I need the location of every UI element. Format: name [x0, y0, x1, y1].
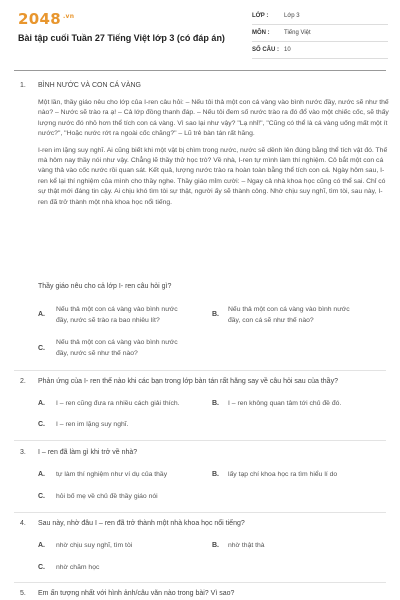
option-text[interactable]: nhờ chịu suy nghĩ, tìm tòi	[56, 542, 133, 549]
meta-row-count	[252, 44, 388, 59]
question-prompt: I – ren đã làm gì khi trở về nhà?	[38, 449, 138, 456]
question-divider	[14, 440, 386, 441]
passage-paragraph: Một lần, thầy giáo nêu cho lớp của I-ren câu hỏi: – Nếu tôi thả một con cá vàng vào bình nước đầy, nước sẽ như thế nào? – Nước sẽ trào ra ạ! – Cả lớp đồng thanh đáp. – Nếu tôi đem số nước trào ra đó đổ vào một chiếc cốc, sẽ thấy lượng nước đó nhỏ hơn thể tích con cá vàng. Vì sao lại như vậy? "Lạ nhỉ!", "Cũng có thể là cá vàng uống mất một ít nước?", "Hoặc nước rớt ra ngoài cốc chăng?" – Lũ trẻ bàn tán rất hăng.	[38, 99, 389, 138]
question-divider	[14, 512, 386, 513]
option-line: Nếu thả một con cá vàng vào bình nước	[228, 306, 350, 313]
option-text[interactable]: lấy tạp chí khoa học ra tìm hiểu lí do	[228, 471, 338, 478]
meta-value: 10	[284, 47, 291, 53]
question-prompt: Em ấn tượng nhất với hình ảnh/câu văn nào trong bài? Vì sao?	[38, 590, 235, 597]
meta-value: Tiếng Việt	[284, 30, 311, 36]
option-text[interactable]	[56, 305, 178, 326]
meta-value: Lớp 3	[284, 13, 300, 19]
option-letter[interactable]: C.	[38, 564, 45, 571]
option-text[interactable]: I – ren im lặng suy nghĩ.	[56, 421, 129, 428]
option-text[interactable]: hỏi bố mẹ về chủ đề thầy giáo nói	[56, 493, 158, 500]
option-line: Nếu thả một con cá vàng vào bình nước	[56, 339, 178, 346]
option-line: đầy, nước sẽ trào ra bao nhiêu lít?	[56, 316, 160, 324]
option-letter[interactable]: C.	[38, 345, 45, 352]
option-letter[interactable]: B.	[212, 471, 219, 478]
header-divider	[14, 70, 386, 71]
reading-passage	[38, 98, 390, 208]
meta-row-class	[252, 10, 388, 25]
option-text[interactable]: I – ren cũng đưa ra nhiều cách giải thích.	[56, 400, 180, 407]
logo-text: 2048	[18, 10, 61, 28]
option-text[interactable]: nhờ thật thà	[228, 542, 265, 549]
option-text[interactable]: tự làm thí nghiệm như ví dụ của thầy	[56, 471, 168, 478]
meta-label: LỚP :	[252, 13, 269, 19]
option-letter[interactable]: B.	[212, 311, 219, 318]
meta-row-subject	[252, 27, 388, 42]
option-letter[interactable]: B.	[212, 542, 219, 549]
page-title: Bài tập cuối Tuần 27 Tiếng Việt lớp 3 (có đáp án)	[18, 33, 225, 43]
site-logo[interactable]	[18, 10, 74, 28]
option-letter[interactable]: A.	[38, 400, 45, 407]
worksheet-header	[0, 0, 400, 66]
option-letter[interactable]: A.	[38, 471, 45, 478]
question-number: 5.	[20, 590, 26, 597]
option-text[interactable]	[56, 338, 178, 359]
logo-suffix: .vn	[62, 13, 75, 20]
question-prompt: Phản ứng của I- ren thế nào khi các bạn trong lớp bàn tán rất hăng say về câu hỏi sau của thầy?	[38, 378, 338, 385]
question-prompt: Thầy giáo nêu cho cả lớp I- ren câu hỏi gì?	[38, 283, 172, 290]
meta-label: SỐ CÂU :	[252, 47, 279, 53]
option-line: đầy, con cá sẽ như thế nào?	[228, 316, 314, 324]
option-text[interactable]: nhờ chăm học	[56, 564, 100, 571]
option-text[interactable]: I – ren không quan tâm tới chủ đề đó.	[228, 400, 342, 407]
question-number: 1.	[20, 82, 26, 89]
option-letter[interactable]: A.	[38, 542, 45, 549]
meta-label: MÔN :	[252, 30, 270, 36]
question-number: 3.	[20, 449, 26, 456]
option-letter[interactable]: C.	[38, 421, 45, 428]
question-divider	[14, 370, 386, 371]
question-number: 4.	[20, 520, 26, 527]
option-letter[interactable]: A.	[38, 311, 45, 318]
passage-paragraph: I-ren im lặng suy nghĩ. Ai cũng biết khi một vật bị chìm trong nước, nước sẽ dềnh lên đúng bằng thể tích vật đó. Thế mà hôm nay thầy nói như vậy. Chẳng lẽ thầy thử học trò? Về nhà, I-ren tự mình làm thí nghiệm. Cô bắt một con cá vàng thả vào cốc nước rồi quan sát. Kết quả, lượng nước trào ra hoàn toàn bằng thể tích con cá. Ngày hôm sau, I-ren kể lại thí nghiệm của mình cho thầy nghe. Thầy giáo mỉm cười: – Ngay cả nhà khoa học cũng có thể sai. Chỉ có sự thật mới đáng tin cậy. Ai chịu khó tìm tòi sự thật, người ấy sẽ thành công. Nhờ chịu suy nghĩ, tìm tòi, sau này, I-ren đã trở thành một nhà khoa học nổi tiếng.	[38, 146, 388, 206]
question-prompt: Sau này, nhờ đâu I – ren đã trở thành một nhà khoa học nổi tiếng?	[38, 520, 245, 527]
option-line: đầy, nước sẽ như thế nào?	[56, 349, 138, 357]
question-divider	[14, 582, 386, 583]
option-letter[interactable]: B.	[212, 400, 219, 407]
passage-title: BÌNH NƯỚC VÀ CON CÁ VÀNG	[38, 82, 141, 89]
option-letter[interactable]: C.	[38, 493, 45, 500]
question-number: 2.	[20, 378, 26, 385]
option-line: Nếu thả một con cá vàng vào bình nước	[56, 306, 178, 313]
option-text[interactable]	[228, 305, 350, 326]
